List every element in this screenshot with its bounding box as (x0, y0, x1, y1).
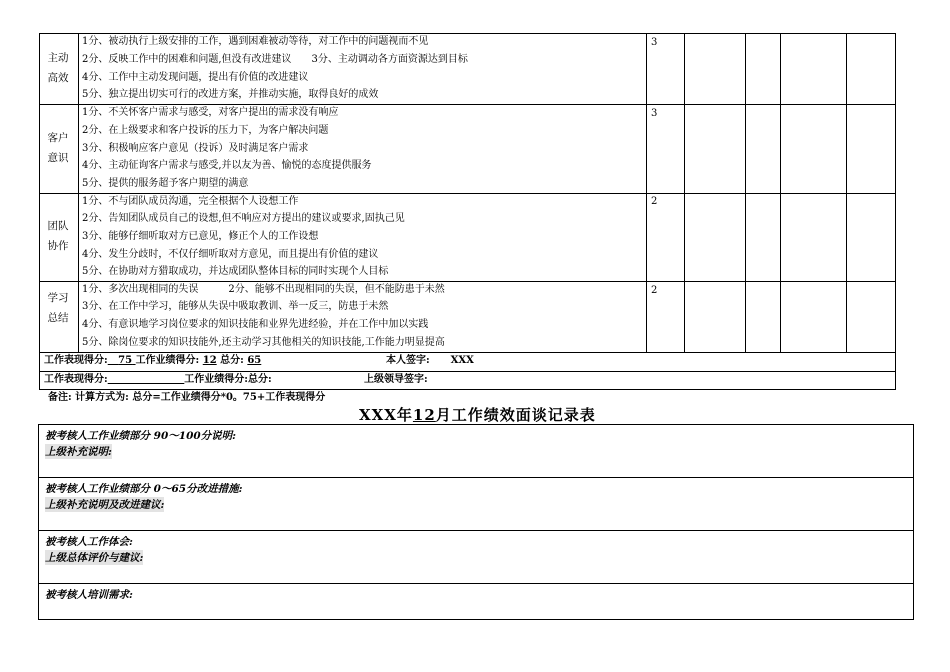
criterion-line: 4分、主动征询客户需求与感受,并以友为善、愉悦的态度提供服务 (82, 160, 372, 171)
self-signature: 本人签字: XXX (386, 355, 474, 366)
section-question: 被考核人工作业绩部分 0～65分改进措施: (45, 483, 243, 495)
section-question: 被考核人工作体会: (45, 536, 133, 548)
criterion-line: 2分、在上级要求和客户投诉的压力下，为客户解决问题 (82, 125, 329, 136)
criterion-line: 2分、告知团队成员自己的设想,但不响应对方提出的建议或要求,固执己见 (82, 213, 405, 224)
section-answer-field[interactable]: 上级总体评价与建议: (45, 552, 144, 564)
score-value: 2 (651, 196, 658, 207)
criterion-line: 4分、有意识地学习岗位要求的知识技能和业界先进经验，并在工作中加以实践 (82, 319, 429, 330)
criterion-line: 1分、多次出现相同的失误 2分、能够不出现相同的失误，但不能防患于未然 (82, 284, 445, 295)
category-label: 客户 意识 (47, 132, 69, 164)
criterion-line: 4分、工作中主动发现问题，提出有价值的改进建议 (82, 72, 309, 83)
performance-score: 75 (118, 355, 133, 366)
criterion-line: 5分、提供的服务超予客户期望的满意 (82, 178, 249, 189)
category-label: 学习 总结 (47, 292, 69, 324)
criterion-line: 1分、被动执行上级安排的工作，遇到困难被动等待，对工作中的问题视而不见 (82, 36, 429, 47)
criterion-line: 1分、不关怀客户需求与感受，对客户提出的需求没有响应 (82, 107, 339, 118)
criterion-line: 5分、在协助对方猎取成功，并达成团队整体目标的同时实现个人目标 (82, 266, 389, 277)
summary-row-self: 工作表现得分: 75 工作业绩得分: 12 总分: 65 (44, 355, 262, 366)
score-value: 3 (651, 37, 658, 48)
calculation-note: 备注: 计算方式为: 总分=工作业绩得分*0。75+工作表现得分 (48, 392, 326, 403)
criterion-line: 1分、不与团队成员沟通，完全根据个人设想工作 (82, 196, 299, 207)
criterion-line: 3分、能够仔细听取对方已意见，修正个人的工作设想 (82, 231, 319, 242)
section-answer-field[interactable]: 上级补充说明: (45, 446, 112, 458)
criterion-line: 4分、发生分歧时，不仅仔细听取对方意见，而且提出有价值的建议 (82, 249, 379, 260)
criterion-line: 2分、反映工作中的困难和问题,但没有改进建议 3分、主动调动各方面资源达到目标 (82, 54, 468, 65)
page-title: XXX年12月工作绩效面谈记录表 (359, 406, 596, 424)
total-score: 65 (247, 355, 262, 366)
criterion-line: 5分、独立提出切实可行的改进方案，并推动实施，取得良好的成效 (82, 89, 379, 100)
criterion-line: 5分、除岗位要求的知识技能外,还主动学习其他相关的知识技能,工作能力明显提高 (82, 337, 445, 348)
manager-signature: 上级领导签字: (364, 374, 428, 385)
section-answer-field[interactable]: 上级补充说明及改进建议: (45, 499, 165, 511)
criterion-line: 3分、在工作中学习，能够从失误中吸取教训、举一反三，防患于未然 (82, 301, 389, 312)
score-value: 2 (651, 285, 658, 296)
score-value: 3 (651, 108, 658, 119)
section-question: 被考核人工作业绩部分 90～100分说明: (45, 430, 237, 442)
summary-row-manager: 工作表现得分: 工作业绩得分:总分: (44, 374, 272, 385)
work-score: 12 (202, 355, 217, 366)
category-label: 团队 协作 (47, 220, 69, 252)
category-label: 主动 高效 (47, 52, 69, 84)
criterion-line: 3分、积极响应客户意见（投诉）及时满足客户需求 (82, 143, 309, 154)
section-question: 被考核人培训需求: (45, 589, 133, 601)
